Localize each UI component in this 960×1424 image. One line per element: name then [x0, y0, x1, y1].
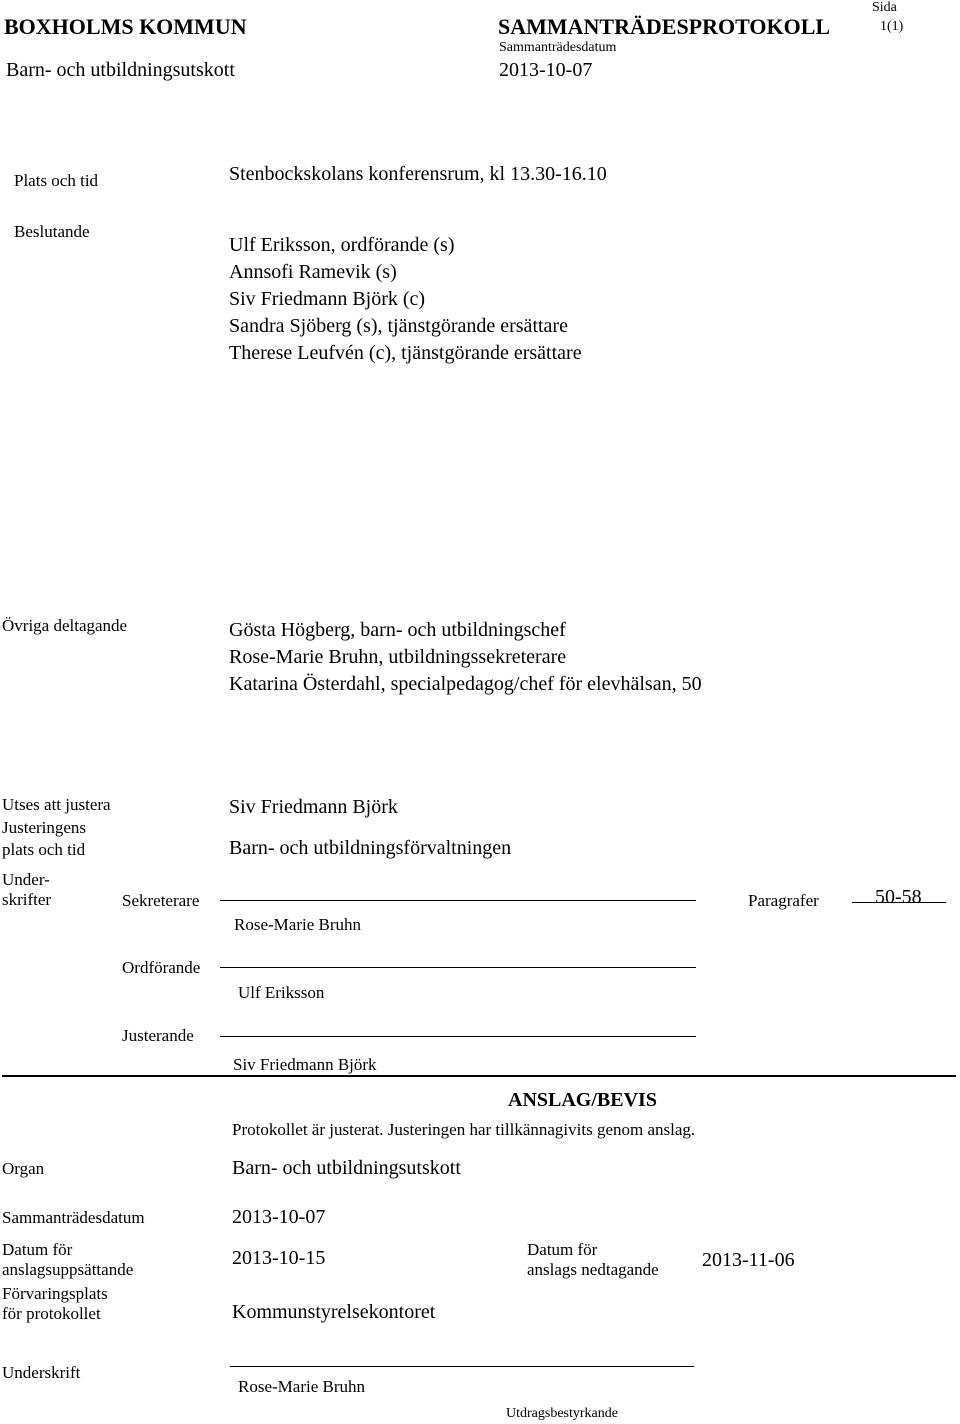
posting-date: 2013-10-15	[232, 1247, 326, 1269]
adjuster-signature-line	[220, 1036, 696, 1037]
page-label: Sida	[872, 0, 897, 15]
organ-value: Barn- och utbildningsutskott	[232, 1157, 461, 1179]
meeting-date-label: Sammanträdesdatum	[499, 40, 617, 55]
notice-meeting-date-label: Sammanträdesdatum	[2, 1208, 145, 1227]
removal-date: 2013-11-06	[702, 1249, 795, 1271]
adjuster-label: Justerande	[122, 1026, 194, 1045]
document-type: SAMMANTRÄDESPROTOKOLL	[498, 14, 831, 39]
notice-text: Protokollet är justerat. Justeringen har tillkännagivits genom anslag.	[232, 1120, 696, 1139]
committee-name: Barn- och utbildningsutskott	[6, 59, 235, 81]
others-list	[229, 620, 702, 701]
chair-label: Ordförande	[122, 958, 201, 977]
others-label: Övriga deltagande	[2, 616, 128, 635]
signatures-label-2: skrifter	[2, 890, 52, 909]
other-participant: Katarina Österdahl, specialpedagog/chef för elevhälsan, 50	[229, 673, 702, 695]
secretary-label: Sekreterare	[122, 891, 200, 910]
meeting-date: 2013-10-07	[499, 59, 593, 81]
section-divider	[2, 1075, 956, 1077]
chair-signature-line	[220, 967, 696, 968]
storage-label-1: Förvaringsplats	[2, 1284, 108, 1303]
paragraphs-value: 50-58	[875, 886, 922, 908]
notice-meeting-date: 2013-10-07	[232, 1206, 326, 1228]
adjust-place-value: Barn- och utbildningsförvaltningen	[229, 837, 512, 859]
secretary-name: Rose-Marie Bruhn	[234, 915, 362, 934]
removal-date-label-2: anslags nedtagande	[527, 1260, 659, 1279]
place-time-label: Plats och tid	[14, 171, 99, 190]
deciding-members-list	[229, 235, 582, 370]
municipality-name: BOXHOLMS KOMMUN	[4, 14, 247, 39]
place-time-value: Stenbockskolans konferensrum, kl 13.30-16.10	[229, 163, 607, 185]
deciding-member: Sandra Sjöberg (s), tjänstgörande ersättare	[229, 315, 568, 337]
paragraphs-label: Paragrafer	[748, 891, 819, 910]
storage-label-2: för protokollet	[2, 1304, 101, 1323]
posting-date-label-2: anslagsuppsättande	[2, 1260, 134, 1279]
signature-name: Rose-Marie Bruhn	[238, 1377, 366, 1396]
adjust-person: Siv Friedmann Björk	[229, 796, 398, 818]
deciding-member: Annsofi Ramevik (s)	[229, 261, 397, 283]
adjust-place-label-1: Justeringens	[2, 818, 87, 837]
posting-date-label-1: Datum för	[2, 1240, 73, 1259]
deciding-member: Therese Leufvén (c), tjänstgörande ersättare	[229, 342, 582, 364]
deciding-member: Siv Friedmann Björk (c)	[229, 288, 426, 310]
deciding-label: Beslutande	[14, 222, 90, 241]
other-participant: Gösta Högberg, barn- och utbildningschef	[229, 619, 566, 641]
adjuster-name: Siv Friedmann Björk	[233, 1055, 377, 1074]
adjust-place-label-2: plats och tid	[2, 840, 86, 859]
notice-signature-line	[230, 1366, 694, 1367]
signatures-label-1: Under-	[2, 870, 50, 889]
certifier-label: Utdragsbestyrkande	[506, 1406, 618, 1421]
removal-date-label-1: Datum för	[527, 1240, 598, 1259]
chair-name: Ulf Eriksson	[238, 983, 325, 1002]
adjust-label: Utses att justera	[2, 795, 111, 814]
page-number: 1(1)	[880, 19, 904, 34]
deciding-member: Ulf Eriksson, ordförande (s)	[229, 234, 455, 256]
storage-value: Kommunstyrelsekontoret	[232, 1301, 436, 1323]
secretary-signature-line	[220, 900, 696, 901]
signature-label: Underskrift	[2, 1363, 81, 1382]
notice-title: ANSLAG/BEVIS	[508, 1089, 657, 1111]
organ-label: Organ	[2, 1159, 45, 1178]
other-participant: Rose-Marie Bruhn, utbildningssekreterare	[229, 646, 567, 668]
